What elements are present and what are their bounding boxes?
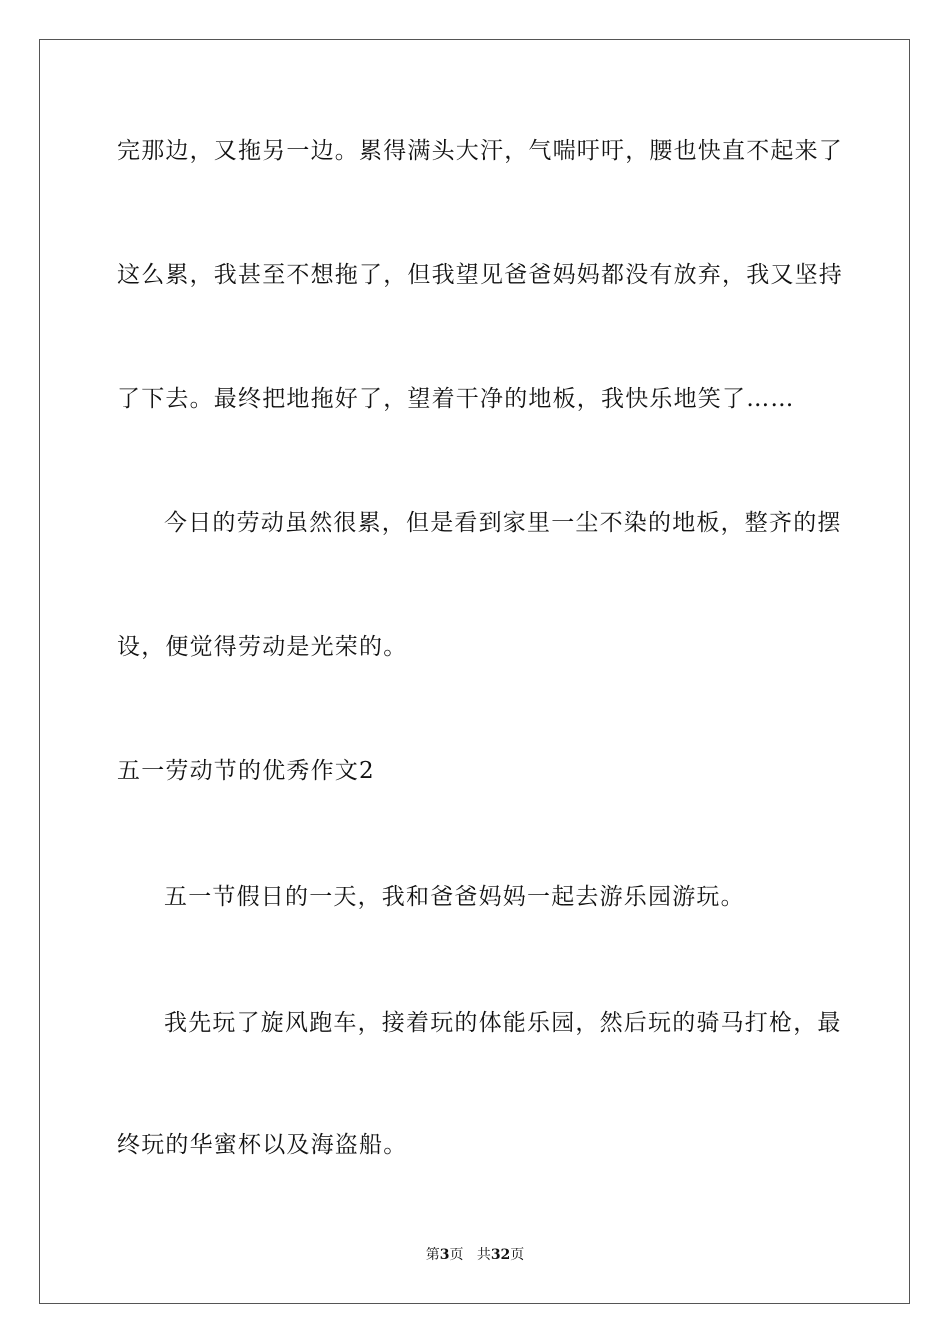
paragraph-line: 终玩的华蜜杯以及海盗船。: [117, 1132, 408, 1158]
paragraph-line: 完那边，又拖另一边。累得满头大汗，气喘吁吁，腰也快直不起来了: [117, 138, 843, 164]
footer-total-suffix: 页: [510, 1247, 525, 1263]
paragraph-line: 了下去。最终把地拖好了，望着干净的地板，我快乐地笑了……: [117, 386, 795, 412]
footer-total-pages: 32: [490, 1247, 511, 1263]
section-heading: 五一劳动节的优秀作文2: [117, 758, 375, 784]
page-footer: [0, 1246, 950, 1264]
footer-prefix: 第: [425, 1247, 440, 1263]
paragraph-line: 五一节假日的一天，我和爸爸妈妈一起去游乐园游玩。: [164, 884, 745, 910]
paragraph-line: 这么累，我甚至不想拖了，但我望见爸爸妈妈都没有放弃，我又坚持: [117, 262, 843, 288]
paragraph-line: 我先玩了旋风跑车，接着玩的体能乐园，然后玩的骑马打枪，最: [164, 1010, 842, 1036]
footer-page-suffix: 页: [449, 1247, 464, 1263]
paragraph-line: 今日的劳动虽然很累，但是看到家里一尘不染的地板，整齐的摆: [164, 510, 842, 536]
footer-page-number: 3: [439, 1247, 450, 1263]
paragraph-line: 设，便觉得劳动是光荣的。: [117, 634, 408, 660]
page-frame: [39, 39, 910, 1304]
footer-total-prefix: 共: [476, 1247, 491, 1263]
